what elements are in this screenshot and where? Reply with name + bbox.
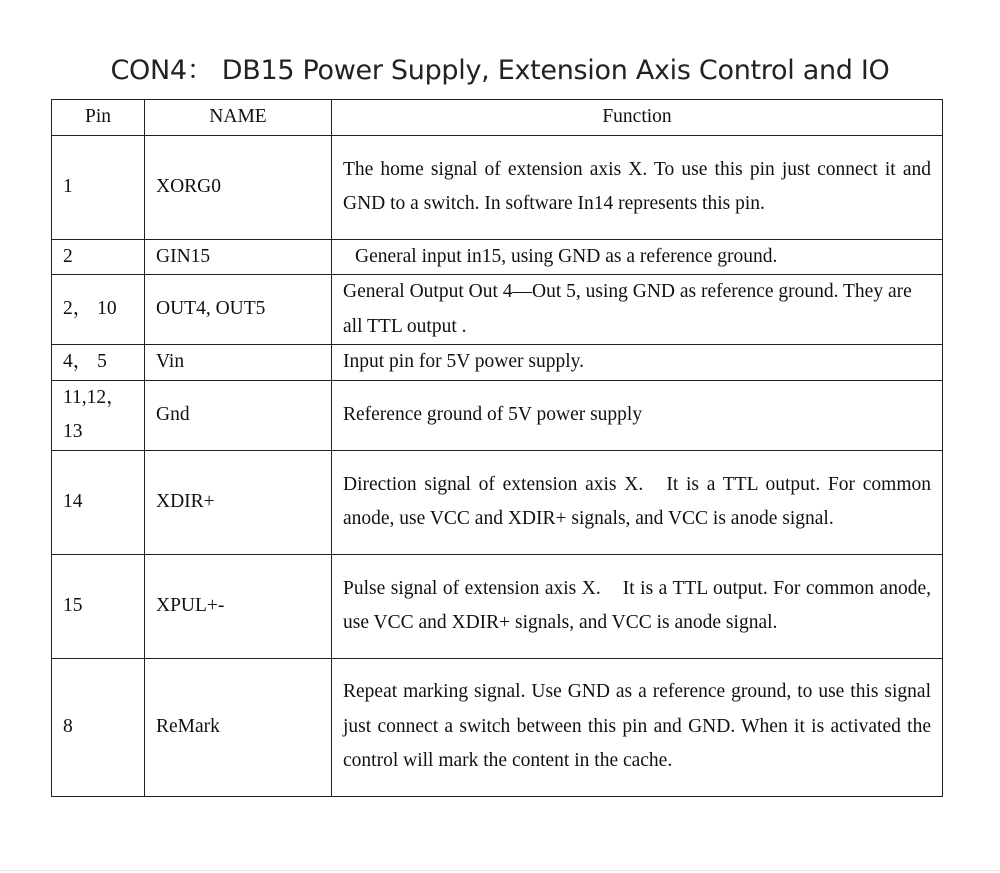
header-pin: Pin	[52, 100, 145, 136]
function-cell: Direction signal of extension axis X. It is a TTL output. For common anode, use VCC and XDIR+ signals, and VCC is anode signal.	[332, 450, 943, 554]
function-cell: Pulse signal of extension axis X. It is a TTL output. For common anode, use VCC and XDIR+ signals, and VCC is anode signal.	[332, 554, 943, 658]
function-cell: General input in15, using GND as a reference ground.	[332, 239, 943, 275]
table-row	[52, 275, 943, 345]
table-row	[52, 554, 943, 658]
name-cell: XDIR+	[145, 450, 332, 554]
pin-cell: 8	[52, 658, 145, 796]
header-function: Function	[332, 100, 943, 136]
table-row	[52, 135, 943, 239]
pin-cell: 14	[52, 450, 145, 554]
pin-table	[51, 99, 943, 797]
name-cell: ReMark	[145, 658, 332, 796]
pin-cell: 11,12， 13	[52, 380, 145, 450]
table-header-row	[52, 100, 943, 136]
pin-cell: 4， 5	[52, 345, 145, 381]
name-cell: XPUL+-	[145, 554, 332, 658]
bottom-divider	[0, 870, 1000, 871]
page-title: CON4： DB15 Power Supply, Extension Axis Control and IO	[110, 55, 890, 86]
table-row	[52, 450, 943, 554]
function-cell: Repeat marking signal. Use GND as a reference ground, to use this signal just connect a switch between this pin and GND. When it is activated the control will mark the content in the cache.	[332, 658, 943, 796]
table-row	[52, 345, 943, 381]
name-cell: XORG0	[145, 135, 332, 239]
function-cell: Input pin for 5V power supply.	[332, 345, 943, 381]
name-cell: OUT4, OUT5	[145, 275, 332, 345]
pin-cell: 2， 10	[52, 275, 145, 345]
function-cell: General Output Out 4—Out 5, using GND as reference ground. They are all TTL output .	[332, 275, 943, 345]
name-cell: Vin	[145, 345, 332, 381]
pin-cell: 2	[52, 239, 145, 275]
pin-cell: 1	[52, 135, 145, 239]
name-cell: GIN15	[145, 239, 332, 275]
name-cell: Gnd	[145, 380, 332, 450]
table-row	[52, 239, 943, 275]
function-cell: The home signal of extension axis X. To use this pin just connect it and GND to a switch. In software In14 represents this pin.	[332, 135, 943, 239]
pin-cell: 15	[52, 554, 145, 658]
header-name: NAME	[145, 100, 332, 136]
function-cell: Reference ground of 5V power supply	[332, 380, 943, 450]
table-row	[52, 658, 943, 796]
table-row	[52, 380, 943, 450]
